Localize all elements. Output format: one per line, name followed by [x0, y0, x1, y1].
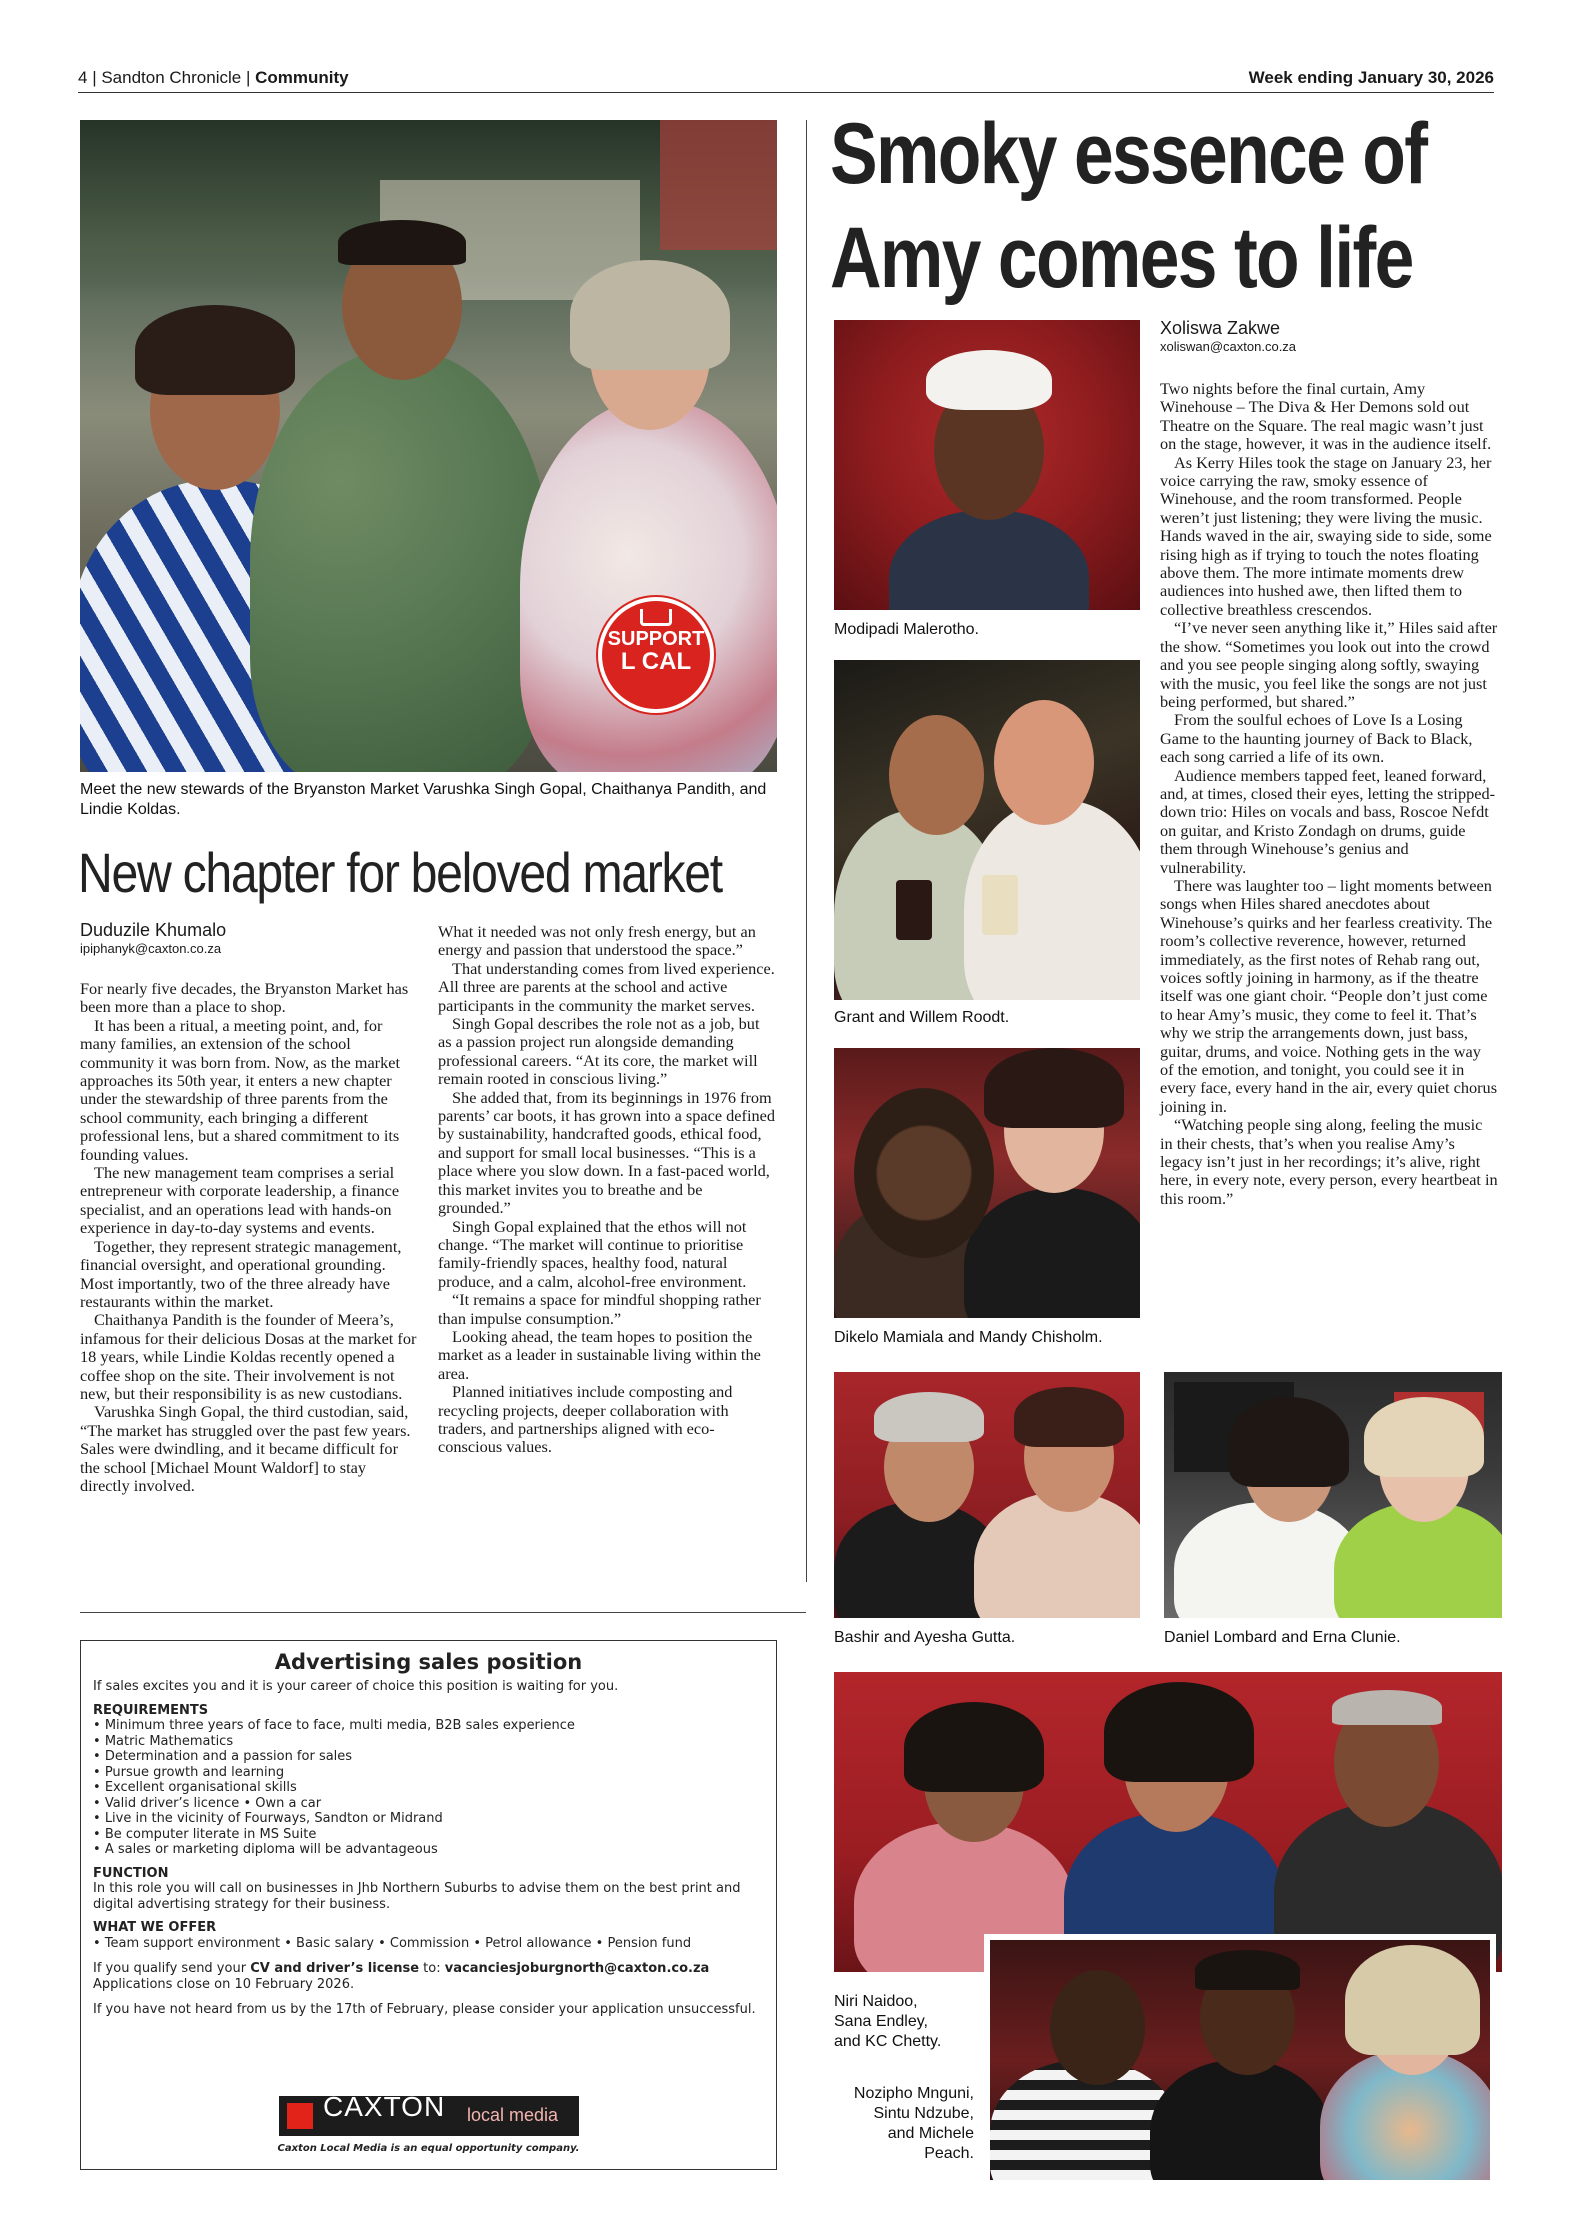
ad-requirement: • Valid driver’s licence • Own a car [93, 1796, 764, 1812]
caxton-brand: CAXTON [323, 2091, 446, 2122]
market-paragraph: Singh Gopal describes the role not as a job, but as a passion project run alongside demanding professional careers. “At its core, the market will remain rooted in conscious living.” [438, 1014, 760, 1089]
market-paragraph: The new management team comprises a serial entrepreneur with corporate leadership, a finance specialist, and an operations lead with hands-on experience in day-to-day systems and events. [80, 1163, 400, 1238]
ad-apply-close: Applications close on 10 February 2026. [93, 1976, 355, 1992]
caxton-c-icon [287, 2103, 313, 2129]
market-headline: New chapter for beloved market [78, 841, 722, 904]
photo-caption: Daniel Lombard and Erna Clunie. [1164, 1629, 1401, 1646]
market-paragraph: “It remains a space for mindful shopping rather than impulse consumption.” [438, 1290, 761, 1328]
market-stewards-photo [80, 120, 777, 772]
ad-requirement: • Matric Mathematics [93, 1734, 764, 1750]
caption-line: and KC Chetty. [834, 2033, 942, 2050]
market-paragraph: Looking ahead, the team hopes to position the market as a leader in sustainable living within the area. [438, 1326, 761, 1383]
caption-line: Sintu Ndzube, [873, 2105, 974, 2122]
market-paragraph: Planned initiatives include composting and recycling projects, deeper collaboration with traders, and partnerships aligned with eco-conscious values. [438, 1382, 733, 1457]
ad-offer-label: WHAT WE OFFER [93, 1920, 217, 1935]
ad-requirement: • Be computer literate in MS Suite [93, 1827, 764, 1843]
daniel-erna-photo [1164, 1372, 1502, 1618]
market-body-col1 [80, 980, 418, 1495]
ad-requirement: • Excellent organisational skills [93, 1780, 764, 1796]
bashir-ayesha-photo [834, 1372, 1140, 1618]
market-paragraph: It has been a ritual, a meeting point, and, for many families, an extension of the school community it was born from. Now, as the market approaches its 50th year, it enters a new chapter under the stewardship of three parents from the school community, each bringing a different professional lens, but a shared commitment to its founding values. [80, 1015, 400, 1164]
ad-apply [93, 1961, 764, 1977]
market-paragraph: For nearly five decades, the Bryanston Market has been more than a place to shop. [80, 979, 409, 1017]
ad-title: Advertising sales position [274, 1650, 583, 1674]
issue-date: Week ending January 30, 2026 [1248, 68, 1494, 87]
ad-requirement: • Minimum three years of face to face, multi media, B2B sales experience [93, 1718, 764, 1734]
badge-support-text: SUPPORT [607, 628, 705, 650]
ad-requirement: • Live in the vicinity of Fourways, Sandton or Midrand [93, 1811, 764, 1827]
amy-author-email: xoliswan@caxton.co.za [1160, 339, 1297, 354]
amy-paragraph: Audience members tapped feet, leaned forward, and, at times, closed their eyes, letting the stripped-down trio: Hiles on vocals and bass, Roscoe Nefdt on guitar, and Kristo Zondagh on drums, guide them through Winehouse’s genius and vulnerability. [1160, 765, 1496, 877]
caxton-logo [279, 2091, 579, 2136]
photo-caption: Grant and Willem Roodt. [834, 1009, 1010, 1026]
caption-line: Peach. [924, 2145, 974, 2162]
market-author-email: ipiphanyk@caxton.co.za [80, 941, 222, 956]
modipadi-photo [834, 320, 1140, 610]
photo-caption: Modipadi Malerotho. [834, 621, 979, 638]
ad-unsuccessful: If you have not heard from us by the 17th of February, please consider your application unsuccessful. [93, 2002, 756, 2017]
market-paragraph: That understanding comes from lived experience. All three are parents at the school and active participants in the community the market serves. [438, 958, 775, 1015]
cart-icon [640, 609, 672, 626]
photo-caption: Dikelo Mamiala and Mandy Chisholm. [834, 1329, 1103, 1346]
amy-author: Xoliswa Zakwe [1160, 318, 1281, 338]
amy-paragraph: “Watching people sing along, feeling the music in their chests, that’s when you realise Amy’s legacy isn’t just in her recordings; it’s alive, right here, in every note, every person, every heartbeat in this room.” [1160, 1115, 1498, 1208]
section-rule [80, 1612, 806, 1613]
ad-function-text: In this role you will call on businesses in Jhb Northern Suburbs to advise them on the best print and digital advertising strategy for their business. [93, 1881, 741, 1912]
amy-paragraph: From the soulful echoes of Love Is a Losing Game to the haunting journey of Back to Black, each song carried a life of its own. [1160, 710, 1473, 767]
market-photo-caption: Meet the new stewards of the Bryanston Market Varushka Singh Gopal, Chaithanya Pandith, and Lindie Koldas. [80, 781, 767, 818]
ad-requirement: • Pursue growth and learning [93, 1765, 764, 1781]
market-author: Duduzile Khumalo [80, 920, 227, 940]
running-header [78, 62, 1494, 93]
caption-line: and Michele [887, 2125, 974, 2142]
niri-sana-kc-photo [834, 1672, 1502, 1972]
ad-requirement: • A sales or marketing diploma will be advantageous [93, 1842, 764, 1858]
amy-paragraph: As Kerry Hiles took the stage on January 23, her voice carrying the raw, smoky essence of Winehouse, and the room transformed. People weren’t just listening; they were living the music. Hands waved in the air, swaying side to side, some rising high as if trying to touch the notes floating above them. The more intimate moments drew audiences into hushed awe, then lifted them to collective breathless crescendos. [1160, 452, 1492, 619]
photo-caption-group2 [834, 2084, 974, 2164]
advertising-sales-ad [80, 1640, 777, 2170]
grant-willem-photo [834, 660, 1140, 1000]
badge-local-text: L CAL [620, 648, 692, 675]
column-divider [806, 120, 807, 1582]
ad-apply-pre: If you qualify send your [93, 1961, 251, 1976]
caption-line: Nozipho Mnguni, [853, 2085, 974, 2102]
caxton-brand-sub: local media [467, 2105, 559, 2125]
market-paragraph: Chaithanya Pandith is the founder of Meera’s, infamous for their delicious Dosas at the market for 18 years, while Lindie Koldas recently opened a coffee shop on the site. Their involvement is not new, but their responsibility is as new custodians. [80, 1310, 417, 1403]
ad-offer-text: • Team support environment • Basic salary • Commission • Petrol allowance • Pension fund [93, 1935, 692, 1951]
publication-name: Sandton Chronicle [101, 68, 242, 87]
page-number: 4 [78, 68, 88, 87]
amy-paragraph: “I’ve never seen anything like it,” Hiles said after the show. “Sometimes you look out into the crowd and you see people singing along softly, swaying with the music, you feel like the songs are not just being performed, but shared.” [1160, 618, 1498, 711]
market-paragraph: Varushka Singh Gopal, the third custodian, said, “The market has struggled over the past few years. Sales were dwindling, and it became difficult for the school [Michael Mount Waldorf] to stay directly involved. [80, 1402, 411, 1495]
ad-apply-bold: CV and driver’s license [250, 1961, 420, 1976]
amy-headline-line1: Smoky essence of [830, 106, 1427, 202]
ad-requirement: • Determination and a passion for sales [93, 1749, 764, 1765]
ad-intro: If sales excites you and it is your career of choice this position is waiting for you. [93, 1679, 619, 1694]
caption-line: Niri Naidoo, [834, 1993, 918, 2010]
photo-caption: Bashir and Ayesha Gutta. [834, 1629, 1016, 1646]
ad-apply-mid: to: [419, 1961, 445, 1976]
header-left: 4 | Sandton Chronicle | Community [78, 68, 349, 87]
amy-paragraph: Two nights before the final curtain, Amy Winehouse – The Diva & Her Demons sold out Theatre on the Square. The real magic wasn’t just on the stage, however, it was in the audience itself. [1160, 379, 1492, 454]
amy-paragraph: There was laughter too – light moments between songs when Hiles shared anecdotes about Winehouse’s quirks and her fearless creativity. The room’s collective reverence, however, returned immediately, as the first notes of Rehab rang out, voices softly joining in harmony, as if the theatre itself was one giant choir. “People don’t just come to hear Amy’s music, they come to feel it. That’s why we strip the arrangements down, just bass, guitar, drums, and voice. Nothing gets in the way of the emotion, and tonight, you could see it in every face, every hand in the air, every quiet chorus joining in. [1160, 875, 1498, 1116]
nozipho-sintu-michele-photo [984, 1934, 1496, 2186]
amy-headline-line2: Amy comes to life [830, 210, 1413, 306]
photo-caption-group1 [834, 1992, 994, 2052]
section-name: Community [255, 68, 349, 87]
market-paragraph: Together, they represent strategic management, financial oversight, and operational grounding. Most importantly, two of the three already have restaurants within the market. [80, 1236, 402, 1311]
amy-body [1160, 380, 1498, 1208]
ad-equal-opportunity: Caxton Local Media is an equal opportunity company. [277, 2143, 580, 2154]
ad-function-label: FUNCTION [93, 1865, 169, 1881]
market-paragraph: Singh Gopal explained that the ethos will not change. “The market will continue to prioritise family-friendly spaces, healthy food, natural produce, and a calm, alcohol-free environment. [438, 1216, 747, 1291]
caption-line: Sana Endley, [834, 2013, 928, 2030]
market-body-col2 [438, 923, 776, 1457]
support-local-badge [598, 597, 714, 713]
ad-requirements-list [93, 1718, 764, 1858]
dikelo-mandy-photo [834, 1048, 1140, 1318]
market-paragraph: She added that, from its beginnings in 1976 from parents’ car boots, it has grown into a space defined by sustainability, handcrafted goods, ethical food, and support for small local businesses. “This is a place where you slow down. In a fast-paced world, this market invites you to breathe and be grounded.” [438, 1087, 775, 1218]
ad-requirements-label: REQUIREMENTS [93, 1702, 209, 1718]
market-paragraph: What it needed was not only fresh energy, but an energy and passion that understood the space.” [438, 922, 756, 960]
ad-apply-email[interactable]: vacanciesjoburgnorth@caxton.co.za [444, 1961, 710, 1976]
